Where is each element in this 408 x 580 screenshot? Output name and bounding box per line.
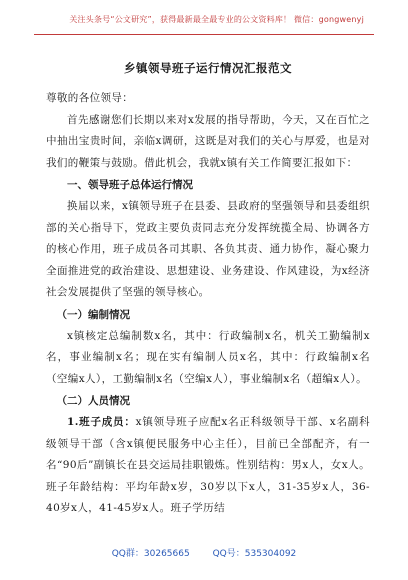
intro-paragraph: 首先感谢您们长期以来对x发展的指导帮助，今天，又在百忙之中抽出宝贵时间，亲临x调研，这既是对我们的关心与厚爱，也是对我们的鞭策与鼓励。借此机会，我就x镇有关工作简要汇报如下： <box>46 113 370 169</box>
subsection-heading: （一）编制情况 <box>56 308 130 321</box>
page-footer <box>0 546 408 559</box>
footer-qq-group: QQ群：30265665 <box>111 549 190 559</box>
section-heading: 一、领导班子总体运行情况 <box>67 179 193 191</box>
item-paragraph <box>46 412 370 520</box>
page-header <box>34 8 374 35</box>
item-text: x镇领导班子应配x名正科级领导干部、x名副科级领导干部（含x镇便民服务中心主任），目前已全部配齐，有一名“90后”副镇长在县交运局挂职锻炼。性别结构：男x人，女x人。班子年龄结构：平均年龄x岁，30岁以下x人，31-35岁x人，36-40岁x人，41-45岁x人。班子学历结 <box>46 416 370 514</box>
subsection-paragraph: x镇核定总编制数x名，其中：行政编制x名，机关工勤编制x名，事业编制x名；现在实有编制人员x名，其中：行政编制x名（空编x人），工勤编制x名（空编x人），事业编制x名（超编x人）。 <box>46 329 370 385</box>
section-paragraph: 换届以来，x镇领导班子在县委、县政府的坚强领导和县委组织部的关心指导下，党政主要负责同志充分发挥统揽全局、协调各方的核心作用，班子成员各司其职、各负其责、通力协作，凝心聚力全面推进党的政治建设、思想建设、业务建设、作风建设，为x经济社会发展提供了坚强的领导核心。 <box>46 200 370 298</box>
header-banner: 关注头条号“公文研究”，获得最新最全最专业的公文资料库！ 微信：gongwenyj <box>69 15 364 24</box>
document-title: 乡镇领导班子运行情况汇报范文 <box>124 61 292 75</box>
item-label: 1.班子成员： <box>67 416 136 428</box>
subsection-heading: （二）人员情况 <box>56 395 130 407</box>
document-body <box>46 60 370 520</box>
footer-qq: QQ号：535304092 <box>212 549 297 559</box>
salutation: 尊敬的各位领导： <box>46 92 134 104</box>
